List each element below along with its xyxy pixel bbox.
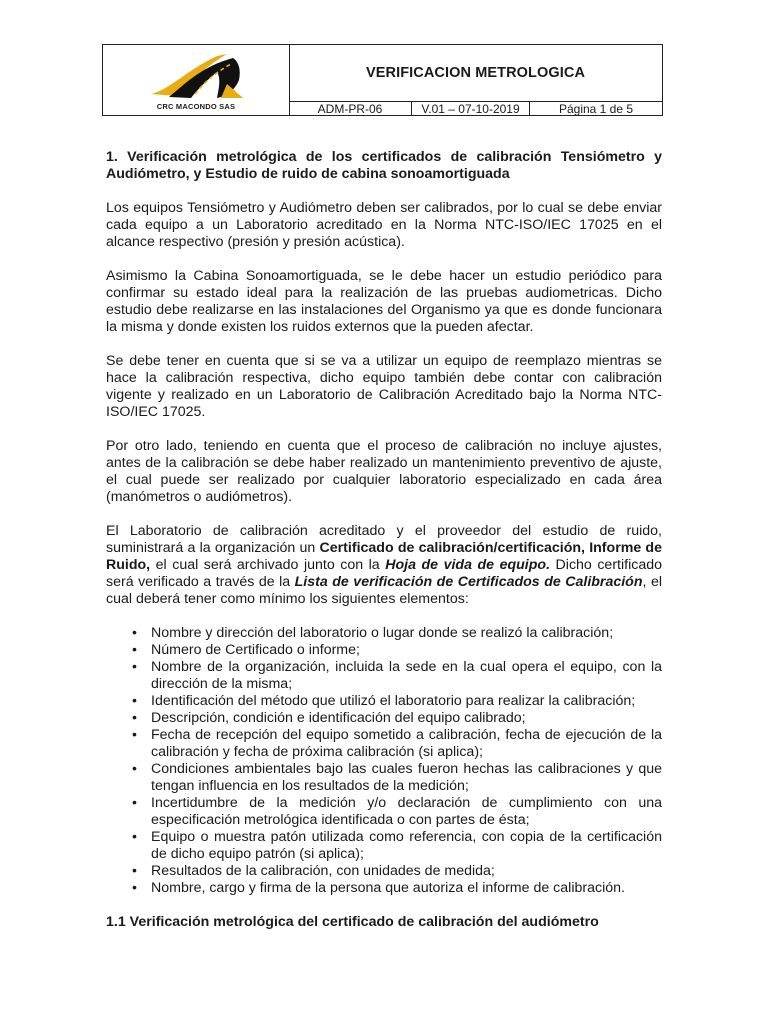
paragraph-2: Asimismo la Cabina Sonoamortiguada, se le debe hacer un estudio periódico para confirmar su estado ideal para la realización de las pruebas audiometricas. Dicho estudio debe realizarse en las instalaciones del Organismo ya que es donde funcionara la misma y donde existen los ruidos externos que la pueden afectar. (106, 268, 662, 335)
paragraph-5 (106, 523, 662, 608)
list-item: • Identificación del método que utilizó el laboratorio para realizar la calibración; (132, 693, 636, 709)
page-number: Página 1 de 5 (558, 102, 634, 116)
bullet-icon: • (132, 693, 137, 709)
list-item: • Resultados de la calibración, con unidades de medida; (132, 863, 495, 879)
bullet-icon: • (132, 642, 137, 658)
document-code: ADM-PR-06 (289, 102, 412, 116)
p5-bold-italic-lista: Lista de verificación de Certificados de Calibración (294, 574, 643, 590)
list-item: • Número de Certificado o informe; (132, 642, 360, 658)
p5-text-1: El Laboratorio de calibración acreditado y el proveedor del estudio de ruido, suministrará a la organización un (106, 523, 662, 556)
paragraph-3: Se debe tener en cuenta que si se va a utilizar un equipo de reemplazo mientras se hace la calibración respectiva, dicho equipo también debe contar con calibración vigente y realizado en un Laboratorio de Calibración Acreditado bajo la Norma NTC-ISO/IEC 17025. (106, 353, 662, 420)
bullet-icon: • (132, 727, 137, 743)
list-item: • Nombre, cargo y firma de la persona que autoriza el informe de calibración. (132, 880, 625, 896)
section-heading-1: 1. Verificación metrológica de los certificados de calibración Tensiómetro y Audiómetro, y Estudio de ruido de cabina sonoamortiguada (106, 149, 662, 182)
company-name: CRC MACONDO SAS (156, 102, 236, 111)
list-item: • Fecha de recepción del equipo sometido a calibración, fecha de ejecución de la calibración y fecha de próxima calibración (si aplica); (132, 727, 662, 760)
section-heading-1-1: 1.1 Verificación metrológica del certificado de calibración del audiómetro (106, 914, 599, 930)
document-version: V.01 – 07-10-2019 (412, 102, 530, 116)
bullet-icon: • (132, 659, 137, 675)
bullet-icon: • (132, 625, 137, 641)
bullet-icon: • (132, 795, 137, 811)
p5-text-3: Dicho certificado será verificado a través de la (106, 557, 663, 590)
bullet-icon: • (132, 863, 137, 879)
p5-text-2: el cual será archivado junto con la (150, 557, 386, 573)
bullet-icon: • (132, 880, 137, 896)
document-title: VERIFICACION METROLOGICA (365, 65, 586, 81)
paragraph-4: Por otro lado, teniendo en cuenta que el proceso de calibración no incluye ajustes, antes de la calibración se debe haber realizado un mantenimiento preventivo de ajuste, el cual puede ser realizado por cualquier laboratorio especializado en cada área (manómetros o audiómetros). (106, 438, 662, 505)
document-header-table (102, 44, 663, 116)
list-item: • Condiciones ambientales bajo las cuales fueron hechas las calibraciones y que tengan influencia en los resultados de la medición; (132, 761, 662, 794)
p5-bold-certificate: Certificado de calibración/certificación, Informe de Ruido, (106, 540, 662, 573)
logo-cell (103, 45, 290, 115)
bullet-icon: • (132, 761, 137, 777)
document-meta-row (289, 101, 662, 116)
bullet-icon: • (132, 829, 137, 845)
list-item: • Nombre y dirección del laboratorio o lugar donde se realizó la calibración; (132, 625, 614, 641)
p5-text-4: , el cual deberá tener como mínimo los siguientes elementos: (106, 574, 662, 607)
requirements-list (106, 625, 662, 897)
list-item: • Descripción, condición e identificación del equipo calibrado; (132, 710, 526, 726)
paragraph-1: Los equipos Tensiómetro y Audiómetro deben ser calibrados, por lo cual se debe enviar cada equipo a un Laboratorio acreditado en la Norma NTC-ISO/IEC 17025 en el alcance respectivo (presión y presión acústica). (106, 200, 662, 250)
document-body (106, 149, 662, 948)
list-item: • Equipo o muestra patón utilizada como referencia, con copia de la certificación de dicho equipo patrón (si aplica); (132, 829, 662, 862)
bullet-icon: • (132, 710, 137, 726)
list-item: • Nombre de la organización, incluida la sede en la cual opera el equipo, con la dirección de la misma; (132, 659, 662, 692)
list-item: • Incertidumbre de la medición y/o declaración de cumplimiento con una especificación metrológica identificada o con partes de ésta; (132, 795, 662, 828)
p5-bold-italic-hoja: Hoja de vida de equipo. (385, 557, 551, 573)
company-logo-icon (147, 50, 245, 100)
